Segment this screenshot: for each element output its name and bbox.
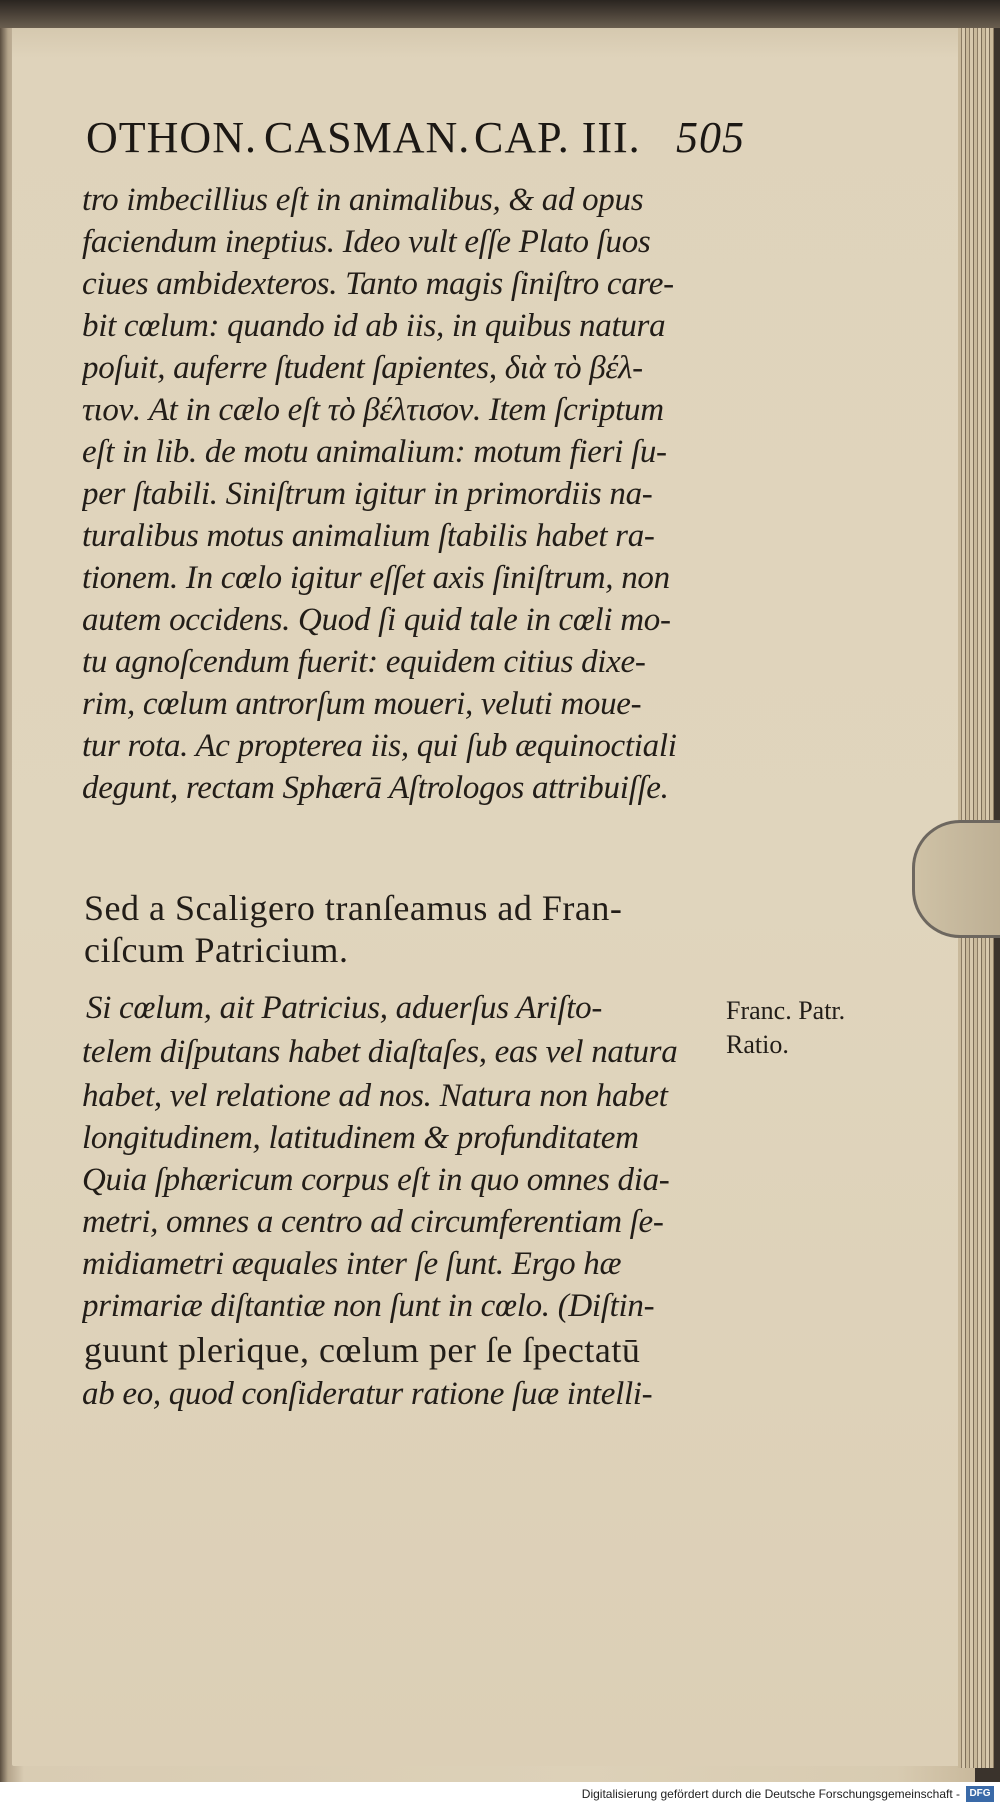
text-line: Quia ſphæricum corpus eſt in quo omnes dia- [82, 1162, 670, 1198]
text-line: longitudinem, latitudinem & profunditatem [82, 1120, 639, 1156]
text-line: guunt plerique, cœlum per ſe ſpectatū [84, 1330, 641, 1370]
text-line: τιον. At in cælo eſt τὸ βέλτισον. Item ſcriptum [82, 392, 664, 428]
text-line: ab eo, quod conſideratur ratione ſuæ intelli- [82, 1376, 653, 1412]
text-line: Sed a Scaligero tranſeamus ad Fran- [84, 888, 623, 928]
text-line: per ſtabili. Siniſtrum igitur in primordiis na- [82, 476, 653, 512]
text-line: tu agnoſcendum fuerit: equidem citius dixe- [82, 644, 646, 680]
header-name: CASMAN. [264, 113, 471, 162]
page-number: 505 [676, 113, 745, 162]
footer-credit: Digitalisierung gefördert durch die Deutsche Forschungsgemeinschaft - [581, 1787, 960, 1801]
text-line: bit cœlum: quando id ab iis, in quibus natura [82, 308, 666, 344]
text-line: ciues ambidexteros. Tanto magis ſiniſtro care- [82, 266, 674, 302]
running-header [86, 112, 756, 168]
text-line: degunt, rectam Sphærā Aſtrologos attribuiſſe. [82, 770, 669, 806]
margin-note: Ratio. [726, 1030, 789, 1059]
dfg-logo: DFG [966, 1786, 994, 1802]
text-line: Si cœlum, ait Patricius, aduerſus Ariſto- [86, 990, 603, 1026]
text-line: habet, vel relatione ad nos. Natura non habet [82, 1078, 668, 1114]
text-line: tur rota. Ac propterea iis, qui ſub æquinoctiali [82, 728, 677, 764]
text-line: turalibus motus animalium ſtabilis habet ra- [82, 518, 655, 554]
footer-bar [0, 1782, 1000, 1808]
text-line: primariæ diſtantiæ non ſunt in cœlo. (Diſtin- [82, 1288, 655, 1324]
text-line: metri, omnes a centro ad circumferentiam ſe- [82, 1204, 664, 1240]
header-chapter: CAP. III. [474, 113, 641, 162]
text-line: telem diſputans habet diaſtaſes, eas vel natura [82, 1034, 678, 1070]
text-line: ciſcum Patricium. [84, 930, 349, 970]
text-line: tro imbecillius eſt in animalibus, & ad opus [82, 182, 644, 218]
text-line: autem occidens. Quod ſi quid tale in cœli mo- [82, 602, 671, 638]
text-line: tionem. In cœlo igitur eſſet axis ſiniſtrum, non [82, 560, 670, 596]
header-author: OTHON. [86, 113, 257, 162]
page-clip [912, 820, 1000, 938]
text-line: faciendum ineptius. Ideo vult eſſe Plato ſuos [82, 224, 651, 260]
text-line: eſt in lib. de motu animalium: motum fieri ſu- [82, 434, 667, 470]
top-shadow [0, 0, 1000, 28]
text-line: poſuit, auferre ſtudent ſapientes, διὰ τὸ βέλ- [82, 350, 643, 386]
text-line: midiametri æquales inter ſe ſunt. Ergo hæ [82, 1246, 622, 1282]
text-line: rim, cœlum antrorſum moueri, veluti moue- [82, 686, 642, 722]
margin-note: Franc. Patr. [726, 996, 846, 1025]
